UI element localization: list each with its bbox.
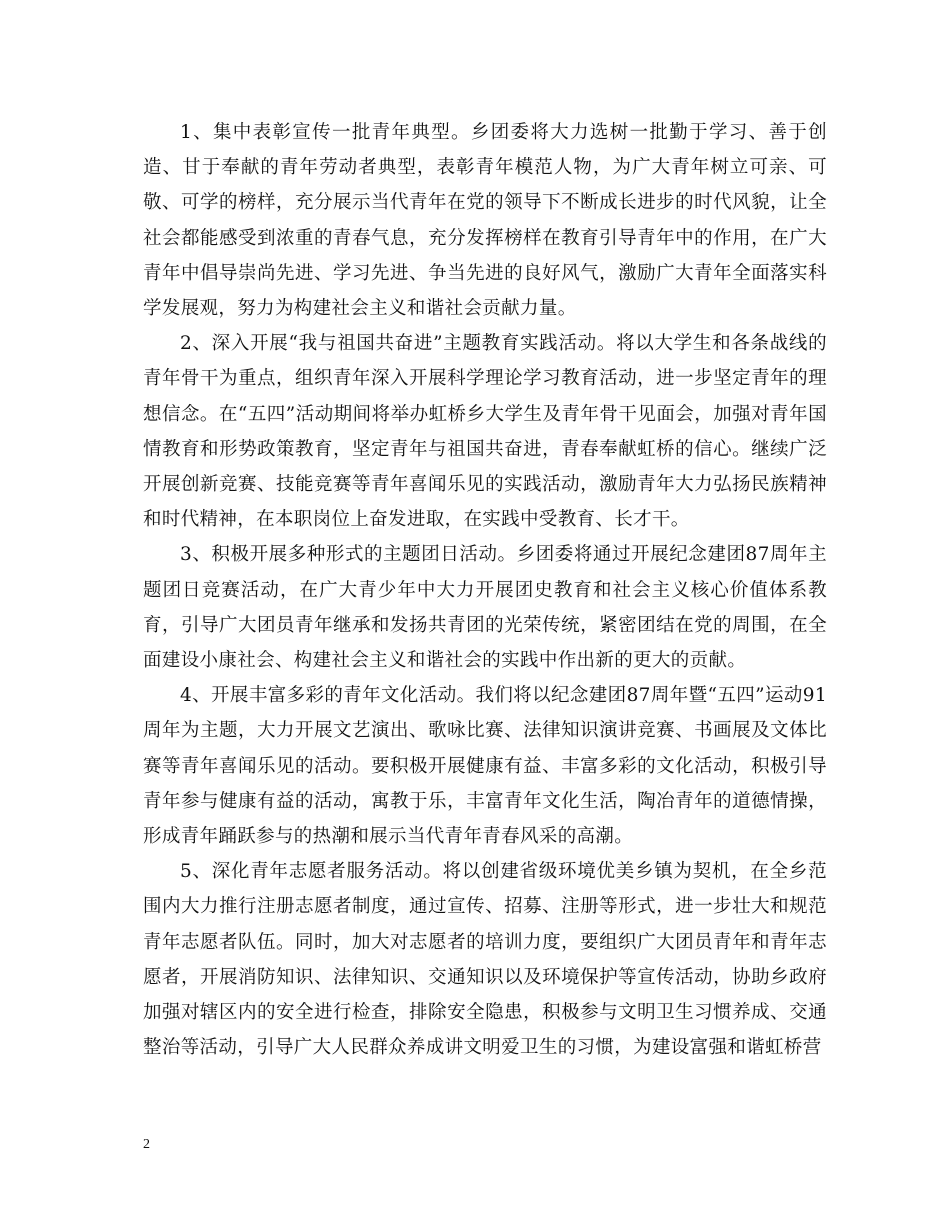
paragraph-3: 3、积极开展多种形式的主题团日活动。乡团委将通过开展纪念建团87周年主题团日竞赛活动，在广大青少年中大力开展团史教育和社会主义核心价值体系教育，引导广大团员青年继承和发扬共青团的光荣传统，紧密团结在党的周围，在全面建设小康社会、构建社会主义和谐社会的实践中作出新的更大的贡献。 [143, 544, 827, 672]
body-text [143, 115, 827, 1065]
paragraph-5: 5、深化青年志愿者服务活动。将以创建省级环境优美乡镇为契机，在全乡范围内大力推行注册志愿者制度，通过宣传、招募、注册等形式，进一步壮大和规范青年志愿者队伍。同时，加大对志愿者的培训力度，要组织广大团员青年和青年志愿者，开展消防知识、法律知识、交通知识以及环境保护等宣传活动，协助乡政府加强对辖区内的安全进行检查，排除安全隐患，积极参与文明卫生习惯养成、交通整治等活动，引导广大人民群众养成讲文明爱卫生的习惯，为建设富强和谐虹桥营 [143, 861, 827, 1059]
paragraph-1: 1、集中表彰宣传一批青年典型。乡团委将大力选树一批勤于学习、善于创造、甘于奉献的青年劳动者典型，表彰青年模范人物，为广大青年树立可亲、可敬、可学的榜样，充分展示当代青年在党的领导下不断成长进步的时代风貌，让全社会都能感受到浓重的青春气息，充分发挥榜样在教育引导青年中的作用，在广大青年中倡导崇尚先进、学习先进、争当先进的良好风气，激励广大青年全面落实科学发展观，努力为构建社会主义和谐社会贡献力量。 [143, 122, 827, 320]
paragraph-4: 4、开展丰富多彩的青年文化活动。我们将以纪念建团87周年暨“五四”运动91周年为主题，大力开展文艺演出、歌咏比赛、法律知识演讲竞赛、书画展及文体比赛等青年喜闻乐见的活动。要积极开展健康有益、丰富多彩的文化活动，积极引导青年参与健康有益的活动，寓教于乐，丰富青年文化生活，陶冶青年的道德情操，形成青年踊跃参与的热潮和展示当代青年青春风采的高潮。 [143, 685, 827, 848]
paragraph-2: 2、深入开展“我与祖国共奋进”主题教育实践活动。将以大学生和各条战线的青年骨干为重点，组织青年深入开展科学理论学习教育活动，进一步坚定青年的理想信念。在“五四”活动期间将举办虹桥乡大学生及青年骨干见面会，加强对青年国情教育和形势政策教育，坚定青年与祖国共奋进，青春奉献虹桥的信心。继续广泛开展创新竞赛、技能竞赛等青年喜闻乐见的实践活动，激励青年大力弘扬民族精神和时代精神，在本职岗位上奋发进取，在实践中受教育、长才干。 [143, 333, 827, 531]
page-number: 2 [143, 1137, 150, 1152]
